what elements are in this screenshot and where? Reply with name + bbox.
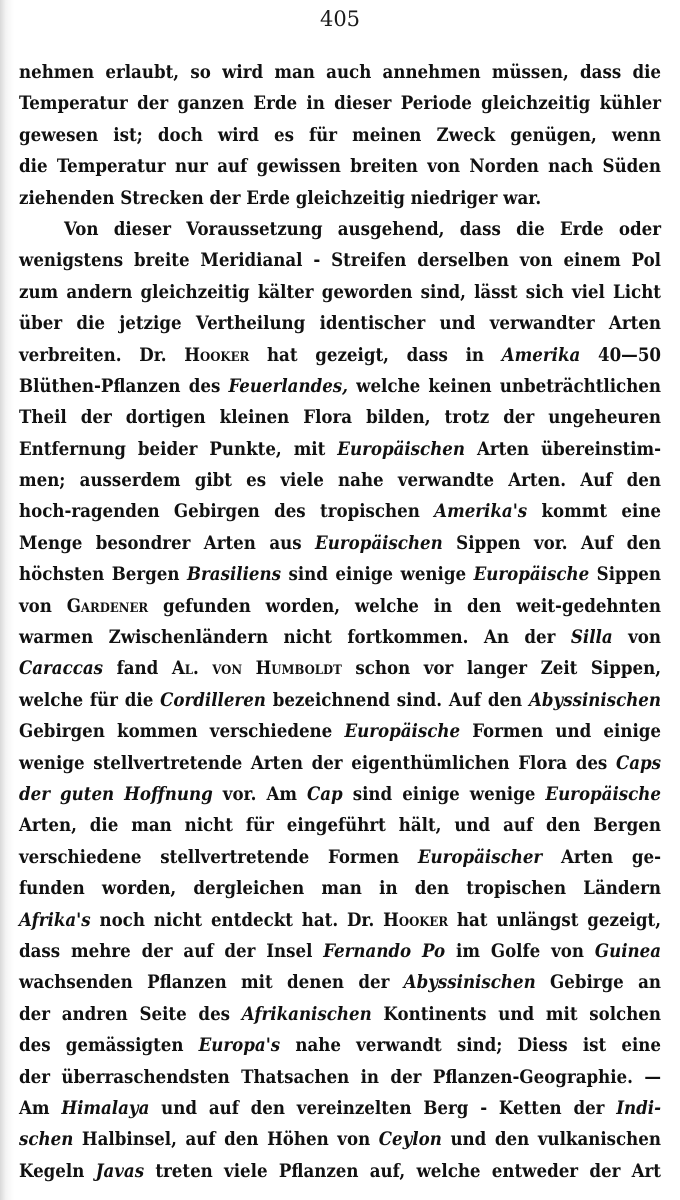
text-line: über die jetzige Vertheilung identischer und verwandter Arten <box>19 313 661 335</box>
text-line: hoch-ragenden Gebirgen des tropischen Amerika's kommt eine <box>19 501 661 523</box>
text-line: der überraschendsten Thatsachen in der Pflanzen-Geographie. — <box>19 1066 661 1088</box>
text-line: von Gardener gefunden worden, welche in den weit-gedehnten <box>19 595 662 617</box>
text-line: schen Halbinsel, auf den Höhen von Ceylon und den vulkanischen <box>19 1129 661 1151</box>
text-line: zum andern gleichzeitig kälter geworden sind, lässt sich viel Licht <box>19 281 661 303</box>
text-line: verbreiten. Dr. Hooker hat gezeigt, dass in Amerika 40—50 <box>19 344 661 366</box>
text-line: Kegeln Javas treten viele Pflanzen auf, welche entweder der Art <box>19 1160 661 1182</box>
text-line: Gebirgen kommen verschiedene Europäische Formen und einige <box>19 721 661 743</box>
text-line: wenigstens breite Meridianal - Streifen derselben von einem Pol <box>19 250 661 272</box>
text-line: des gemässigten Europa's nahe verwandt sind; Diess ist eine <box>19 1035 661 1057</box>
text-line: verschiedene stellvertretende Formen Europäischer Arten ge- <box>19 846 661 868</box>
text-line: wenige stellvertretende Arten der eigenthümlichen Flora des Caps <box>19 752 661 774</box>
text-line: Blüthen-Pflanzen des Feuerlandes, welche keinen unbeträchtlichen <box>19 375 661 397</box>
text-line: Von dieser Voraussetzung ausgehend, dass die Erde oder <box>64 218 661 240</box>
text-line: der guten Hoffnung vor. Am Cap sind einige wenige Europäische <box>19 783 661 805</box>
text-line: Menge besondrer Arten aus Europäischen Sippen vor. Auf den <box>19 532 661 554</box>
text-line: funden worden, dergleichen man in den tropischen Ländern <box>19 878 661 900</box>
text-line: ziehenden Strecken der Erde gleichzeitig niedriger war. <box>19 187 542 209</box>
text-line: die Temperatur nur auf gewissen breiten von Norden nach Süden <box>19 156 661 178</box>
text-line: höchsten Bergen Brasiliens sind einige wenige Europäische Sippen <box>19 564 661 586</box>
text-line: dass mehre der auf der Insel Fernando Po im Golfe von Guinea <box>19 940 661 962</box>
text-line: Temperatur der ganzen Erde in dieser Periode gleichzeitig kühler <box>19 93 661 115</box>
text-line: Arten, die man nicht für eingeführt hält, und auf den Bergen <box>19 815 661 837</box>
text-line: Entfernung beider Punkte, mit Europäischen Arten übereinstim- <box>19 438 661 460</box>
text-line: gewesen ist; doch wird es für meinen Zweck genügen, wenn <box>19 124 661 146</box>
text-line: warmen Zwischenländern nicht fortkommen. An der Silla von <box>19 627 661 649</box>
text-line: der andren Seite des Afrikanischen Kontinents und mit solchen <box>19 1003 661 1025</box>
text-line: Caraccas fand Al. von Humboldt schon vor langer Zeit Sippen, <box>19 658 661 680</box>
text-line: Afrika's noch nicht entdeckt hat. Dr. Hooker hat unlängst gezeigt, <box>19 909 661 931</box>
body-text <box>19 57 661 1187</box>
text-line: welche für die Cordilleren bezeichnend sind. Auf den Abyssinischen <box>19 689 661 711</box>
text-line: men; ausserdem gibt es viele nahe verwandte Arten. Auf den <box>19 470 661 492</box>
text-line: Am Himalaya und auf den vereinzelten Berg - Ketten der Indi- <box>19 1097 662 1119</box>
page-number: 405 <box>319 7 361 31</box>
text-line: nehmen erlaubt, so wird man auch annehmen müssen, dass die <box>19 62 661 83</box>
text-line: wachsenden Pflanzen mit denen der Abyssinischen Gebirge an <box>19 972 661 994</box>
text-line: Theil der dortigen kleinen Flora bilden, trotz der ungeheuren <box>19 407 661 429</box>
